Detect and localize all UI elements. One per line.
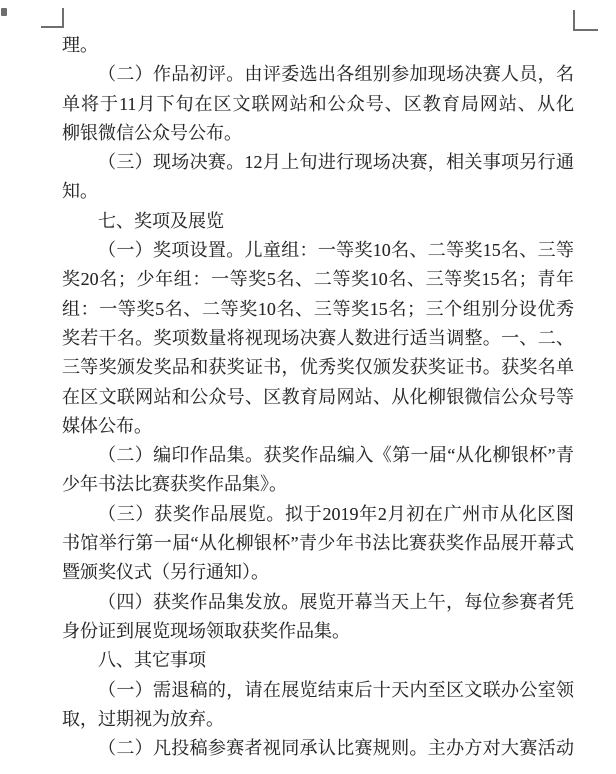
text-line: （三）获奖作品展览。拟于2019年2月初在广州市从化区图 [98,503,574,524]
text-line: 书馆举行第一届“从化柳银杯”青少年书法比赛获奖作品展开幕式 [62,533,574,554]
text-line: 身份证到展览现场领取获奖作品集。 [62,620,350,641]
text-line: 三等奖颁发奖品和获奖证书，优秀奖仅颁发获奖证书。获奖名单 [62,357,574,378]
text-line: 媒体公布。 [62,415,152,436]
scan-artifact-speck [1,8,7,16]
text-line: （二）作品初评。由评委选出各组别参加现场决赛人员，名 [98,64,574,85]
text-line: 柳银微信公众号公布。 [62,122,242,143]
text-line: 知。 [62,181,98,202]
text-boundary-mark-top-right-icon [573,10,598,31]
text-line: 单将于11月下旬在区文联网站和公众号、区教育局网站、从化 [62,93,574,114]
text-line: （四）获奖作品集发放。展览开幕当天上午，每位参赛者凭 [98,591,574,612]
text-line: 在区文联网站和公众号、区教育局网站、从化柳银微信公众号等 [62,386,574,407]
text-line: 取，过期视为放弃。 [62,708,224,729]
text-line: （三）现场决赛。12月上旬进行现场决赛，相关事项另行通 [98,152,574,173]
text-line: 暨颁奖仪式（另行通知）。 [62,562,269,583]
document-body [62,31,574,763]
text-line: （一）奖项设置。儿童组：一等奖10名、二等奖15名、三等 [98,240,574,261]
text-line: 七、奖项及展览 [98,210,224,231]
text-line: （二）凡投稿参赛者视同承认比赛规则。主办方对大赛活动 [98,738,574,759]
text-line: （一）需退稿的，请在展览结束后十天内至区文联办公室领 [98,679,574,700]
text-line: 少年书法比赛获奖作品集》。 [62,474,287,495]
text-line: 奖20名；少年组：一等奖5名、二等奖10名、三等奖15名；青年 [62,269,574,290]
text-line: 理。 [62,35,98,55]
text-line: （二）编印作品集。获奖作品编入《第一届“从化柳银杯”青 [98,445,574,466]
text-line: 八、其它事项 [98,650,206,671]
text-line: 奖若干名。奖项数量将视现场决赛人数进行适当调整。一、二、 [62,327,574,348]
text-line: 组：一等奖5名、二等奖10名、三等奖15名；三个组别分设优秀 [62,298,574,319]
text-boundary-mark-top-left-icon [41,8,64,28]
